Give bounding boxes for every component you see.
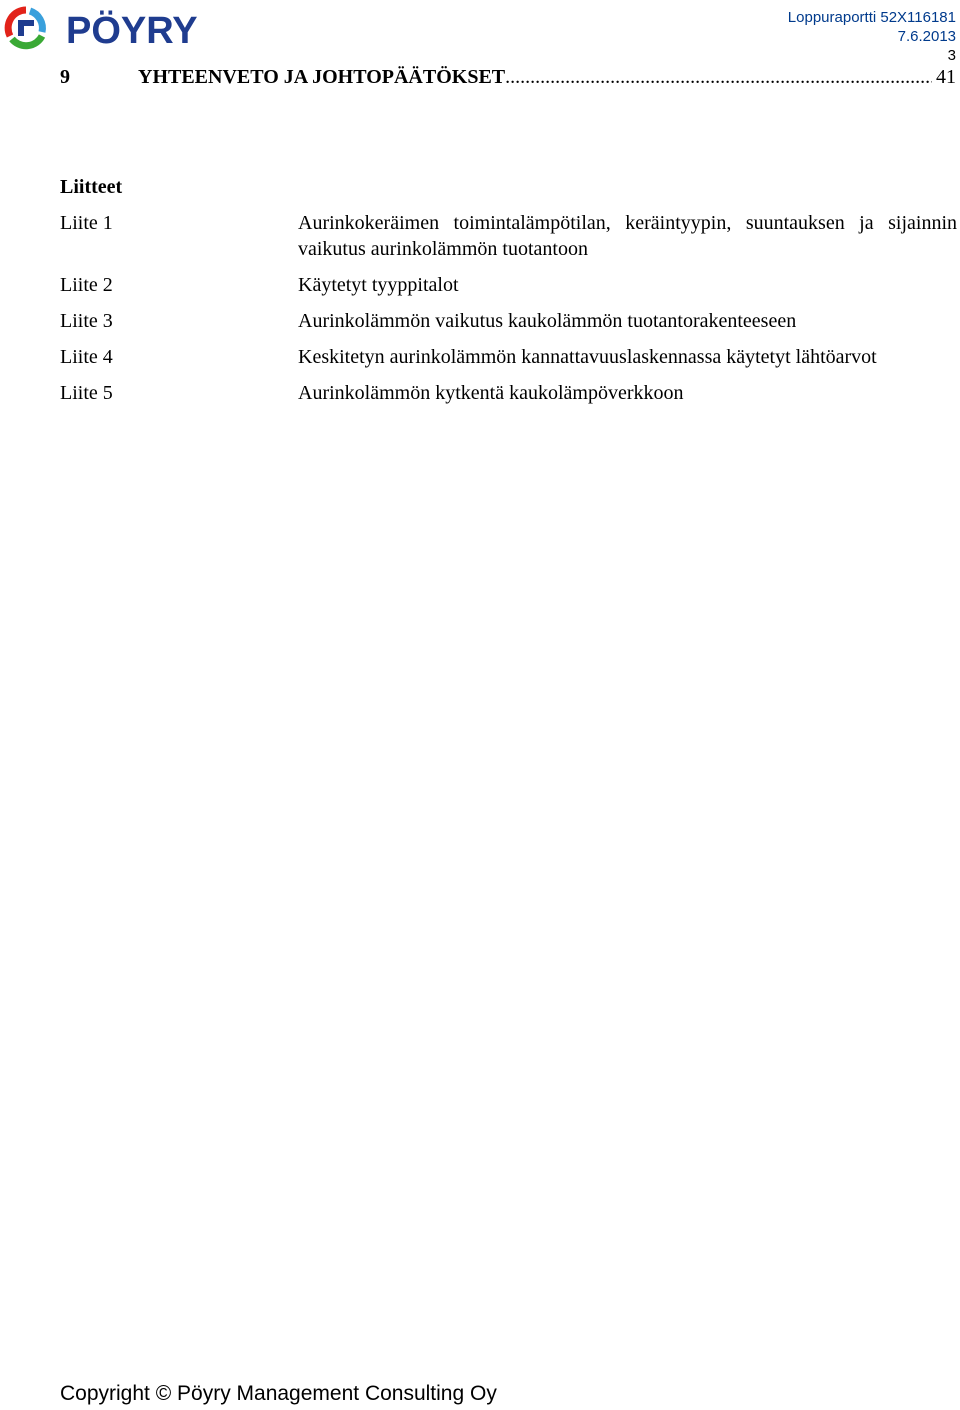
appendix-label: Liite 2 <box>60 274 113 296</box>
poyry-logo-icon <box>4 6 244 50</box>
report-id: Loppuraportti 52X116181 <box>787 9 956 26</box>
appendix-title: Käytetyt tyyppitalot <box>298 274 459 296</box>
appendix-title: Aurinkolämmön kytkentä kaukolämpöverkkoon <box>298 382 684 404</box>
report-date: 7.6.2013 <box>897 28 956 45</box>
company-logo <box>4 6 244 50</box>
toc-page: 41 <box>936 66 956 88</box>
appendix-list <box>60 210 957 416</box>
footer-copyright: Copyright © Pöyry Management Consulting Oy <box>60 1382 497 1405</box>
appendix-row <box>60 344 957 370</box>
appendix-title: Aurinkokeräimen toimintalämpötilan, keräintyypin, suuntauksen ja sijainnin vaikutus aurinkolämmön tuotantoon <box>298 212 957 260</box>
appendix-title: Keskitetyn aurinkolämmön kannattavuuslaskennassa käytetyt lähtöarvot <box>298 346 877 368</box>
appendix-label: Liite 5 <box>60 382 113 404</box>
header-info <box>788 8 956 65</box>
logo-wordmark: PÖYRY <box>66 10 198 50</box>
appendix-title: Aurinkolämmön vaikutus kaukolämmön tuotantorakenteeseen <box>298 310 797 332</box>
appendix-row <box>60 272 957 298</box>
page-number: 3 <box>947 47 956 64</box>
toc-title: YHTEENVETO JA JOHTOPÄÄTÖKSET <box>138 66 506 88</box>
appendix-label: Liite 3 <box>60 310 113 332</box>
appendices-heading: Liitteet <box>60 176 123 198</box>
toc-leader <box>505 66 932 89</box>
toc-entry[interactable] <box>60 66 956 89</box>
appendix-row <box>60 210 957 262</box>
appendix-row <box>60 308 957 334</box>
appendix-label: Liite 1 <box>60 212 113 234</box>
toc-number: 9 <box>60 66 70 88</box>
appendix-row <box>60 380 957 406</box>
appendix-label: Liite 4 <box>60 346 113 368</box>
